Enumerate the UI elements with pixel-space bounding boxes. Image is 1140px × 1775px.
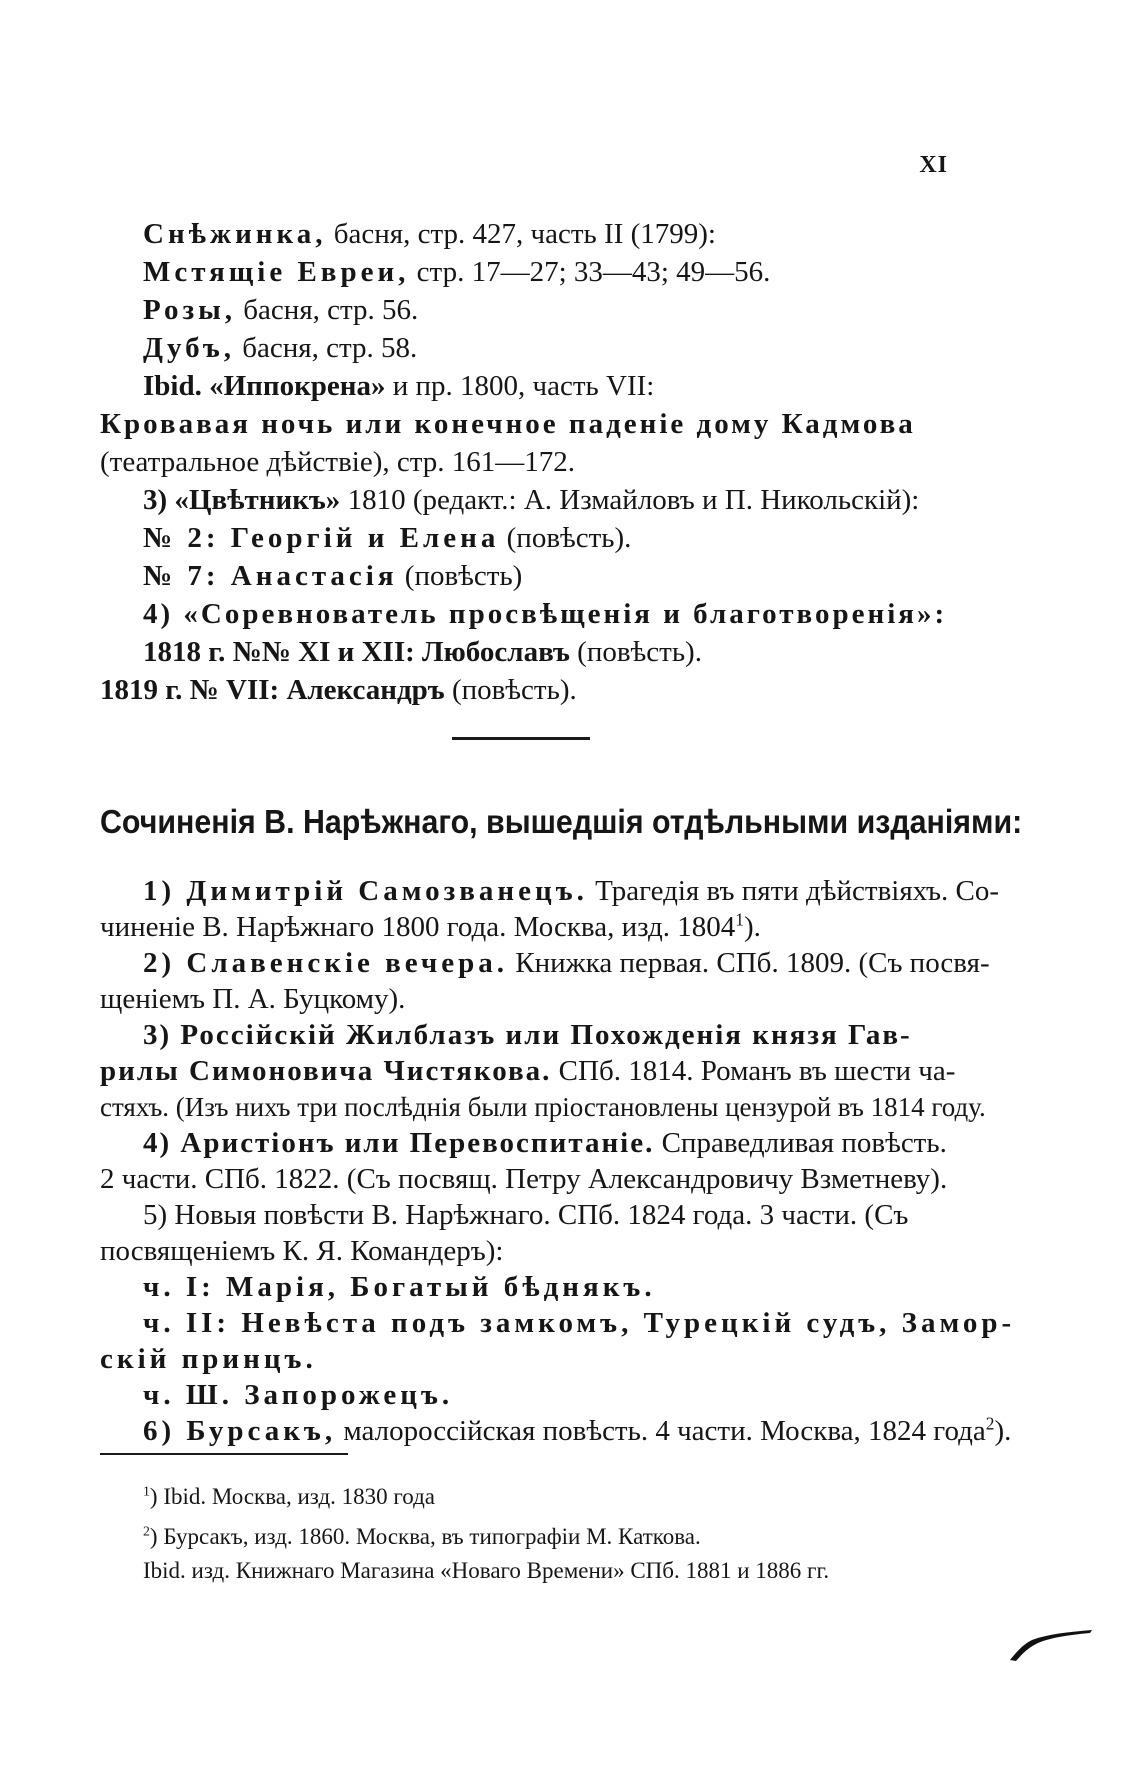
list-item <box>143 1269 656 1305</box>
list-item <box>100 1089 986 1125</box>
list-item <box>100 1053 955 1089</box>
work-details: стр. 17—27; 33—43; 49—56. <box>409 256 771 288</box>
work-title: ч. I: Марія, Богатый бѣднякъ. <box>143 1271 656 1303</box>
work-title: № 2: Георгій и Елена <box>143 522 500 554</box>
work-title: Дубъ, <box>143 332 236 364</box>
list-item <box>143 1413 1011 1449</box>
work-details: (театральное дѣйствіе), стр. 161—172. <box>100 446 576 478</box>
list-item <box>143 634 702 670</box>
work-details: 1810 (редакт.: А. Измайловъ и П. Никольскій): <box>340 484 920 516</box>
footnote <box>143 1556 829 1586</box>
list-item <box>100 406 916 442</box>
work-title: Ibid. «Иппокрена» <box>143 370 386 402</box>
list-item <box>143 520 631 556</box>
work-title: 2) Славенскіе вечера. <box>143 947 509 979</box>
list-item <box>143 292 418 328</box>
list-item <box>143 945 990 981</box>
list-item <box>143 873 999 909</box>
work-details: (повѣсть) <box>397 560 523 592</box>
footnote <box>143 1522 701 1552</box>
work-details: Книжка первая. СПб. 1809. (Съ посвя- <box>508 947 990 979</box>
work-title: 1) Димитрій Самозванецъ. <box>143 875 588 907</box>
footnote-ref: 1 <box>735 909 744 930</box>
footnote-text: ) Ibid. Москва, изд. 1830 года <box>149 1484 436 1509</box>
work-title: 3) «Цвѣтникъ» <box>143 484 341 516</box>
footnote-text: Ibid. изд. Книжнаго Магазина «Новаго Времени» СПб. 1881 и 1886 гг. <box>143 1558 830 1583</box>
work-details: 5) Новыя повѣсти В. Нарѣжнаго. СПб. 1824 года. 3 части. (Съ <box>143 1199 909 1231</box>
work-details: (повѣсть). <box>569 636 702 668</box>
work-title: 1819 г. № VII: Александръ <box>100 674 445 706</box>
work-details: Трагедія въ пяти дѣйствіяхъ. Со- <box>587 875 1000 907</box>
work-title: 4) «Соревнователь просвѣщенія и благотворенія»: <box>143 598 948 630</box>
work-title: 1818 г. №№ XI и XII: Любославъ <box>143 636 570 668</box>
work-title: 4) Аристіонъ или Перевоспитаніе. <box>143 1127 655 1159</box>
work-details: щеніемъ П. А. Буцкому). <box>100 983 406 1015</box>
work-details: чиненіе В. Нарѣжнаго 1800 года. Москва, изд. 1804 <box>100 911 736 943</box>
work-title: Кровавая ночь или конечное паденіе дому Кадмова <box>100 408 916 440</box>
work-title: рилы Симоновича Чистякова. <box>100 1055 552 1087</box>
footnote-mark: 1 <box>143 1483 150 1499</box>
work-title: Снѣжинка, <box>143 218 327 250</box>
list-item <box>100 672 577 708</box>
work-details: басня, стр. 427, часть II (1799): <box>326 218 716 250</box>
work-details: басня, стр. 58. <box>235 332 418 364</box>
work-title: Розы, <box>143 294 237 326</box>
list-item <box>143 254 770 290</box>
footnote-mark: 2 <box>143 1523 150 1539</box>
list-item <box>100 1161 947 1197</box>
list-item <box>100 1233 503 1269</box>
list-item <box>100 909 761 945</box>
list-item <box>143 1377 453 1413</box>
list-item <box>143 1197 908 1233</box>
work-details: и пр. 1800, часть VII: <box>385 370 655 402</box>
work-title: 6) Бурсакъ, <box>143 1415 337 1447</box>
list-item <box>143 1305 1015 1341</box>
footnote <box>143 1482 435 1512</box>
list-item <box>100 981 405 1017</box>
list-item <box>100 444 575 480</box>
section-divider <box>452 737 590 740</box>
work-details: (повѣсть). <box>444 674 577 706</box>
work-details: посвященіемъ К. Я. Командеръ): <box>100 1235 504 1267</box>
footnote-text: ) Бурсакъ, изд. 1860. Москва, въ типографіи М. Каткова. <box>149 1524 701 1549</box>
section-heading: Сочиненія В. Нарѣжнаго, вышедшія отдѣльными изданіями: <box>100 803 1023 840</box>
work-title: № 7: Анастасія <box>143 560 398 592</box>
work-details: 2 части. СПб. 1822. (Съ посвящ. Петру Александровичу Взметневу). <box>100 1163 948 1195</box>
work-details: басня, стр. 56. <box>236 294 419 326</box>
list-item <box>143 330 417 366</box>
list-item <box>143 1017 912 1053</box>
work-details: стяхъ. (Изъ нихъ три послѣднія были пріостановлены цензурой въ 1814 году. <box>100 1092 986 1122</box>
work-details: СПб. 1814. Романъ въ шести ча- <box>551 1055 956 1087</box>
page-number: XI <box>919 152 948 178</box>
list-item <box>143 1125 947 1161</box>
work-details: Справедливая повѣсть. <box>654 1127 947 1159</box>
list-item <box>143 482 919 518</box>
closing-punctuation: ). <box>994 1415 1012 1447</box>
closing-punctuation: ). <box>744 911 761 943</box>
work-details: (повѣсть). <box>499 522 632 554</box>
list-item <box>143 216 716 252</box>
list-item <box>143 596 947 632</box>
list-item <box>143 558 522 594</box>
work-details: малороссійская повѣсть. 4 части. Москва, 1824 года <box>336 1415 986 1447</box>
ink-flourish-icon <box>1008 1628 1094 1662</box>
work-title: ч. II: Невѣста подъ замкомъ, Турецкій судъ, Замор- <box>143 1307 1016 1339</box>
footnote-divider <box>100 1453 348 1455</box>
work-title: ч. Ш. Запорожецъ. <box>143 1379 454 1411</box>
footnote-ref: 2 <box>985 1413 995 1434</box>
list-item <box>143 368 654 404</box>
work-title: 3) Россійскій Жилблазъ или Похожденія князя Гав- <box>143 1019 912 1051</box>
list-item <box>100 1341 317 1377</box>
work-title: скій принцъ. <box>100 1343 317 1375</box>
work-title: Мстящіе Евреи, <box>143 256 410 288</box>
